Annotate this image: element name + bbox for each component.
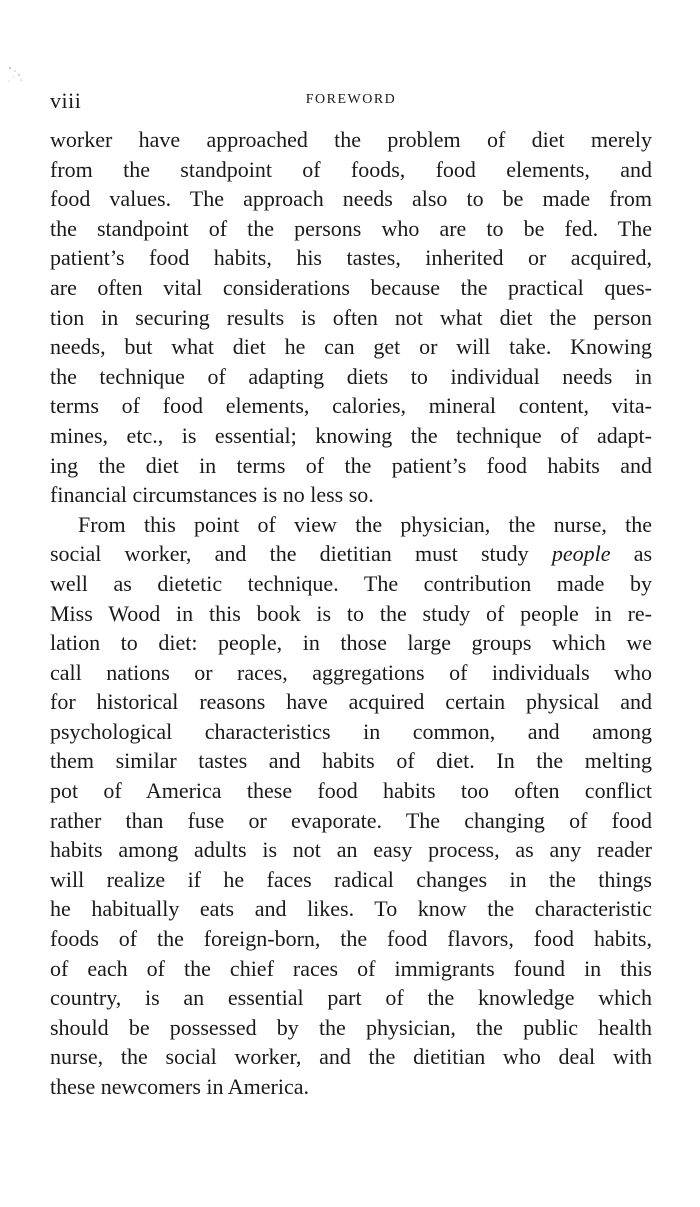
- text-line: mines, etc., is essential; knowing the technique of adapt-: [50, 422, 652, 448]
- text-line: are often vital considerations because the practical ques-: [50, 274, 652, 300]
- emphasized-word: people: [551, 541, 611, 567]
- text-line: will realize if he faces radical changes in the things: [50, 866, 652, 892]
- text-line: rather than fuse or evaporate. The changing of food: [50, 807, 652, 833]
- text-line-with-emphasis: [50, 539, 652, 569]
- text-line: from the standpoint of foods, food elements, and: [50, 156, 652, 182]
- text-line: needs, but what diet he can get or will take. Knowing: [50, 334, 652, 360]
- text-segment: as: [633, 541, 653, 567]
- body-text: [50, 125, 652, 1102]
- text-line: for historical reasons have acquired certain physical and: [50, 689, 652, 715]
- text-line: nurse, the social worker, and the dietitian who deal with: [50, 1044, 652, 1070]
- text-line: country, is an essential part of the knowledge which: [50, 985, 652, 1011]
- paragraph-1: [50, 125, 652, 510]
- text-line: these newcomers in America.: [50, 1074, 310, 1099]
- text-line: them similar tastes and habits of diet. In the melting: [50, 748, 652, 774]
- text-segment: social worker, and the dietitian must study: [50, 541, 529, 567]
- text-line: financial circumstances is no less so.: [50, 482, 374, 508]
- text-line: tion in securing results is often not what diet the person: [50, 304, 652, 330]
- text-line: patient’s food habits, his tastes, inherited or acquired,: [50, 245, 652, 271]
- text-line: habits among adults is not an easy process, as any reader: [50, 837, 652, 863]
- text-line: the standpoint of the persons who are to be fed. The: [50, 215, 652, 241]
- text-line: From this point of view the physician, the nurse, the: [78, 511, 652, 537]
- text-line: call nations or races, aggregations of individuals who: [50, 659, 652, 685]
- text-line: pot of America these food habits too often conflict: [50, 778, 652, 804]
- text-line: lation to diet: people, in those large groups which we: [50, 630, 652, 656]
- text-line: foods of the foreign-born, the food flavors, food habits,: [50, 926, 652, 952]
- text-line: Miss Wood in this book is to the study of people in re-: [50, 600, 652, 626]
- text-line: psychological characteristics in common, and among: [50, 718, 652, 744]
- text-line: food values. The approach needs also to be made from: [50, 186, 652, 212]
- paragraph-2: [50, 510, 652, 1102]
- text-line: terms of food elements, calories, mineral content, vita-: [50, 393, 652, 419]
- text-line: worker have approached the problem of diet merely: [50, 127, 652, 152]
- text-line: he habitually eats and likes. To know the characteristic: [50, 896, 652, 922]
- text-line: ing the diet in terms of the patient’s food habits and: [50, 452, 652, 478]
- running-head: [50, 88, 652, 114]
- text-line: well as dietetic technique. The contribution made by: [50, 570, 652, 596]
- ink-speck-mark: [6, 64, 24, 84]
- text-line: of each of the chief races of immigrants found in this: [50, 955, 652, 981]
- text-line: should be possessed by the physician, the public health: [50, 1014, 652, 1040]
- text-line: the technique of adapting diets to individual needs in: [50, 363, 652, 389]
- running-title: FOREWORD: [305, 92, 397, 107]
- page-number: viii: [50, 88, 82, 113]
